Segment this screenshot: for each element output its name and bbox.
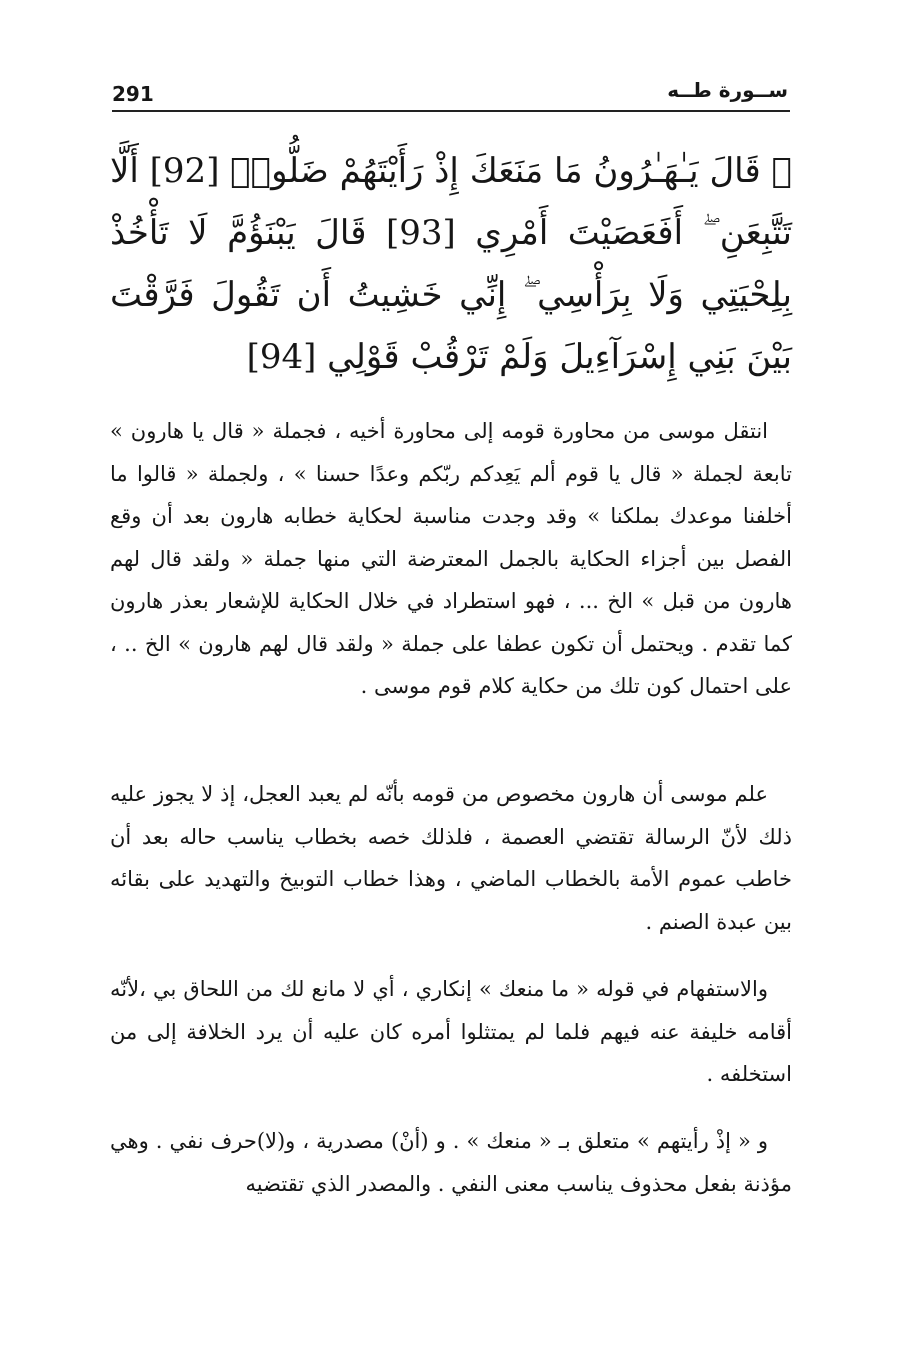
paragraph-text: و « إذْ رأيتهم » متعلق بـ « منعك » . و (أنْ) مصدرية ، و(لا)حرف نفي . وهي مؤذنة بفعل محذوف يناسب معنى النفي . والمصدر الذي تقتضيه: [110, 1129, 792, 1196]
page-header: [112, 78, 788, 108]
commentary-paragraph: [110, 1120, 792, 1205]
header-divider: [112, 110, 790, 112]
quran-verse: ﴿ قَالَ يَـٰهَـٰرُونُ مَا مَنَعَكَ إِذْ رَأَيْتَهُمْ ضَلُّوا۟ [92] أَلَّا تَتَّبِعَنِ ۖ أَفَعَصَيْتَ أَمْرِي [93] قَالَ يَبْنَؤُمَّ لَا تَأْخُذْ بِلِحْيَتِي وَلَا بِرَأْسِي ۖ إِنِّي خَشِيتُ أَن تَقُولَ فَرَّقْتَ بَيْنَ بَنِي إِسْرَآءِيلَ وَلَمْ تَرْقُبْ قَوْلِي [94]: [110, 151, 792, 377]
paragraph-text: انتقل موسى من محاورة قومه إلى محاورة أخيه ، فجملة « قال يا هارون » تابعة لجملة « قال يا قوم ألم يَعِدكم ربّكم وعدًا حسنا » ، ولجملة « قالوا ما أخلفنا موعدك بملكنا » وقد وجدت مناسبة لحكاية خطابه هارون بعد أن وقع الفصل بين أجزاء الحكاية بالجمل المعترضة التي منها جملة « ولقد قال لهم هارون من قبل » الخ ... ، فهو استطراد في خلال الحكاية للإشعار بعذر هارون كما تقدم . ويحتمل أن تكون عطفا على جملة « ولقد قال لهم هارون » الخ .. ، على احتمال كون تلك من حكاية كلام قوم موسى .: [110, 419, 792, 698]
commentary-paragraph: [110, 773, 792, 943]
commentary-paragraph: [110, 410, 792, 708]
surah-title: ســورة طــه: [667, 78, 788, 102]
page-number: 291: [112, 82, 154, 106]
commentary-paragraph: [110, 968, 792, 1096]
paragraph-text: والاستفهام في قوله « ما منعك » إنكاري ، أي لا مانع لك من اللحاق بي ،لأنّه أقامه خليفة عنه فيهم فلما لم يمتثلوا أمره كان عليه أن يرد الخلافة إلى من استخلفه .: [110, 977, 792, 1086]
paragraph-text: علم موسى أن هارون مخصوص من قومه بأنّه لم يعبد العجل، إذ لا يجوز عليه ذلك لأنّ الرسالة تقتضي العصمة ، فلذلك خصه بخطاب يناسب حاله بعد أن خاطب عموم الأمة بالخطاب الماضي ، وهذا خطاب التوبيخ والتهديد على بقائه بين عبدة الصنم .: [110, 782, 792, 934]
